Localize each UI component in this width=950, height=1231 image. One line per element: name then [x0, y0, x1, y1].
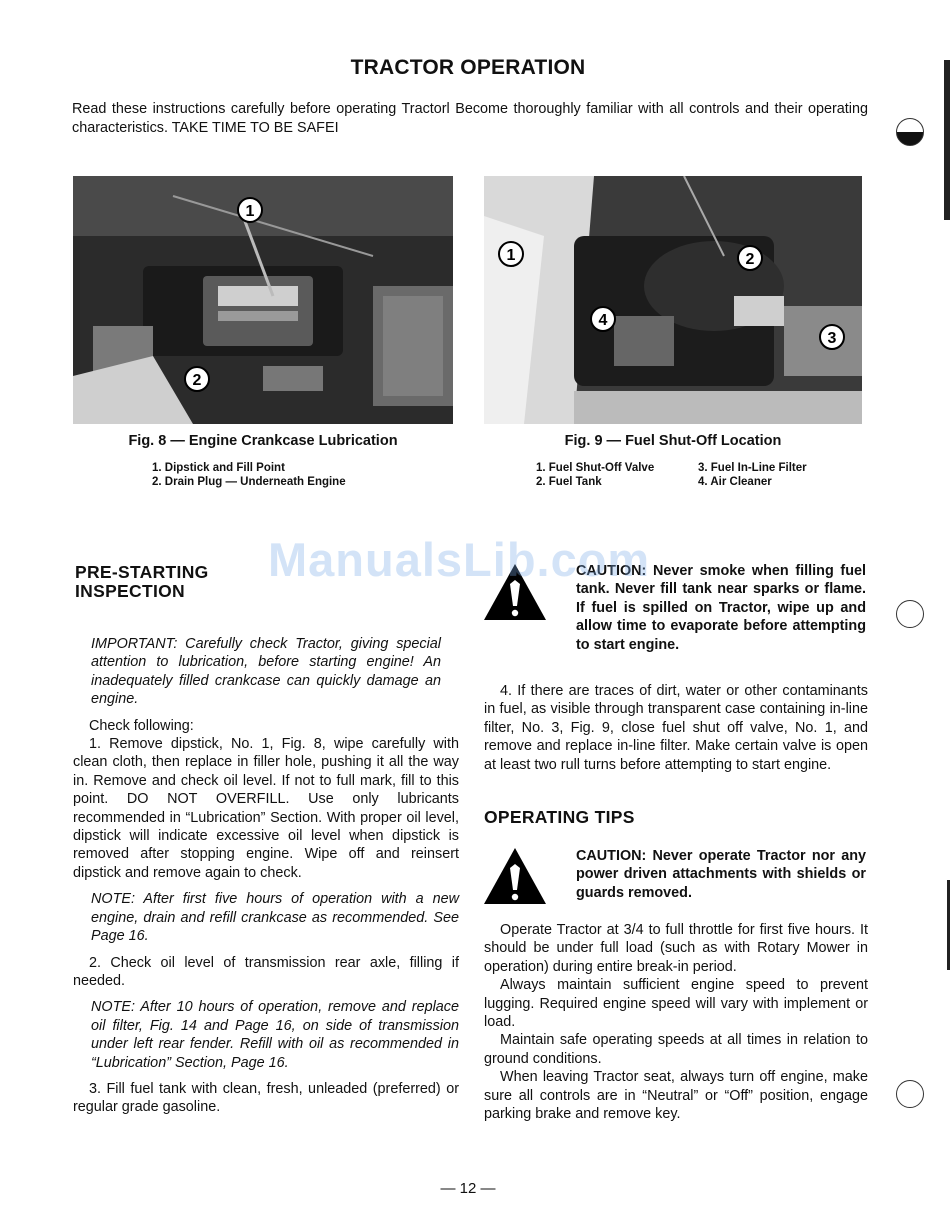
fig9-callout-3: 3	[827, 330, 837, 347]
binder-hole-bottom	[896, 1080, 924, 1108]
step-3: 3. Fill fuel tank with clean, fresh, unleaded (preferred) or regular grade gasoline.	[73, 1080, 459, 1116]
fig8-callout-2: 2	[192, 372, 202, 389]
fig8-engine-image	[73, 176, 453, 424]
left-column-body	[73, 635, 459, 1117]
operating-tips-body	[484, 921, 868, 1123]
tip-leaving-seat: When leaving Tractor seat, always turn off engine, make sure all controls are in “Neutral” or “Off” position, engage parking brake and remove key.	[484, 1069, 868, 1123]
check-following: Check following:	[89, 717, 194, 734]
tip-break-in: Operate Tractor at 3/4 to full throttle for first five hours. It should be under full load (such as with Rotary Mower in operation) during entire break-in period.	[484, 922, 868, 975]
fig9-callout-2: 2	[745, 251, 755, 268]
step-4-block	[484, 682, 868, 774]
binder-hole-middle	[896, 600, 924, 628]
heading-line: INSPECTION	[75, 581, 185, 601]
warning-triangle-icon-2	[482, 846, 548, 906]
watermark: ManualsLib.com	[268, 533, 651, 586]
caution-shields: CAUTION: Never operate Tractor nor any power driven attachments with shields or guards removed.	[576, 848, 866, 901]
fig9-legend-left	[536, 461, 654, 489]
operating-tips-heading: OPERATING TIPS	[484, 807, 635, 827]
fig8-callout-1: 1	[245, 203, 255, 220]
note-first-five-hours: NOTE: After first five hours of operation with a new engine, drain and refill crankcase as recommended. See Page 16.	[91, 891, 459, 945]
tip-safe-speeds: Maintain safe operating speeds at all times in relation to ground conditions.	[484, 1032, 868, 1067]
fig9-legend-item: 1. Fuel Shut-Off Valve	[536, 462, 655, 474]
page-edge-shadow	[944, 60, 950, 220]
step-1: 1. Remove dipstick, No. 1, Fig. 8, wipe carefully with clean cloth, then replace in filler hole, pushing it all the way in. Remove and check oil level. If not to full mark, fill to this point. DO NOT OVERFILL. Use only lubricants recommended in “Lubrication” Section. With proper oil level, dipstick will indicate excessive oil level when dipstick is removed after stopping engine. Wipe off and reinsert dipstick and remove again to check.	[73, 736, 459, 881]
caution-fuel: CAUTION: Never smoke when filling fuel tank. Never fill tank near sparks or flame. If fuel is spilled on Tractor, wipe up and allow time to evaporate before attempting to start engine.	[576, 563, 866, 653]
fig9-legend-item: 2. Fuel Tank	[536, 476, 602, 488]
fig8-legend	[152, 461, 346, 489]
binder-hole-top	[896, 118, 924, 146]
fig8-legend-item: 2. Drain Plug — Underneath Engine	[152, 476, 346, 488]
important-note: IMPORTANT: Carefully check Tractor, giving special attention to lubrication, before starting engine! An inadequately filled crankcase can quickly damage an engine.	[91, 636, 441, 708]
fig9-photo	[484, 176, 862, 424]
fig8-photo	[73, 176, 453, 424]
page-title: TRACTOR OPERATION	[350, 56, 586, 79]
intro-paragraph: Read these instructions carefully before operating Tractorl Become thoroughly familiar with all controls and their operating characteristics. TAKE TIME TO BE SAFEI	[72, 101, 868, 136]
fig9-legend-item: 3. Fuel In-Line Filter	[698, 462, 807, 474]
heading-line: PRE-STARTING	[75, 562, 209, 582]
pre-starting-heading	[75, 563, 209, 601]
page-number: — 12 —	[440, 1180, 496, 1197]
fig9-legend-right	[698, 461, 807, 489]
fig9-caption: Fig. 9 — Fuel Shut-Off Location	[564, 433, 782, 449]
fig9-callout-4: 4	[598, 312, 608, 329]
step-2: 2. Check oil level of transmission rear axle, filling if needed.	[73, 954, 459, 989]
fig9-legend-item: 4. Air Cleaner	[698, 476, 772, 488]
tip-engine-speed: Always maintain sufficient engine speed to prevent lugging. Required engine speed will vary with implement or load.	[484, 977, 868, 1031]
fig8-legend-item: 1. Dipstick and Fill Point	[152, 462, 285, 474]
fig9-engine-image	[484, 176, 862, 424]
note-ten-hours: NOTE: After 10 hours of operation, remove and replace oil filter, Fig. 14 and Page 16, on side of transmission under left rear fender. Refill with oil as recommended in “Lubrication” Section, Page 16.	[91, 999, 459, 1071]
fig8-caption: Fig. 8 — Engine Crankcase Lubrication	[128, 433, 398, 449]
fig9-callout-1: 1	[506, 247, 516, 264]
step-4: 4. If there are traces of dirt, water or other contaminants in fuel, as visible through transparent case containing in-line filter, No. 3, Fig. 9, close fuel shut off valve, No. 1, and remove and replace in-line filter. Make certain valve is open at least two rull turns before attempting to start engine.	[484, 683, 868, 773]
